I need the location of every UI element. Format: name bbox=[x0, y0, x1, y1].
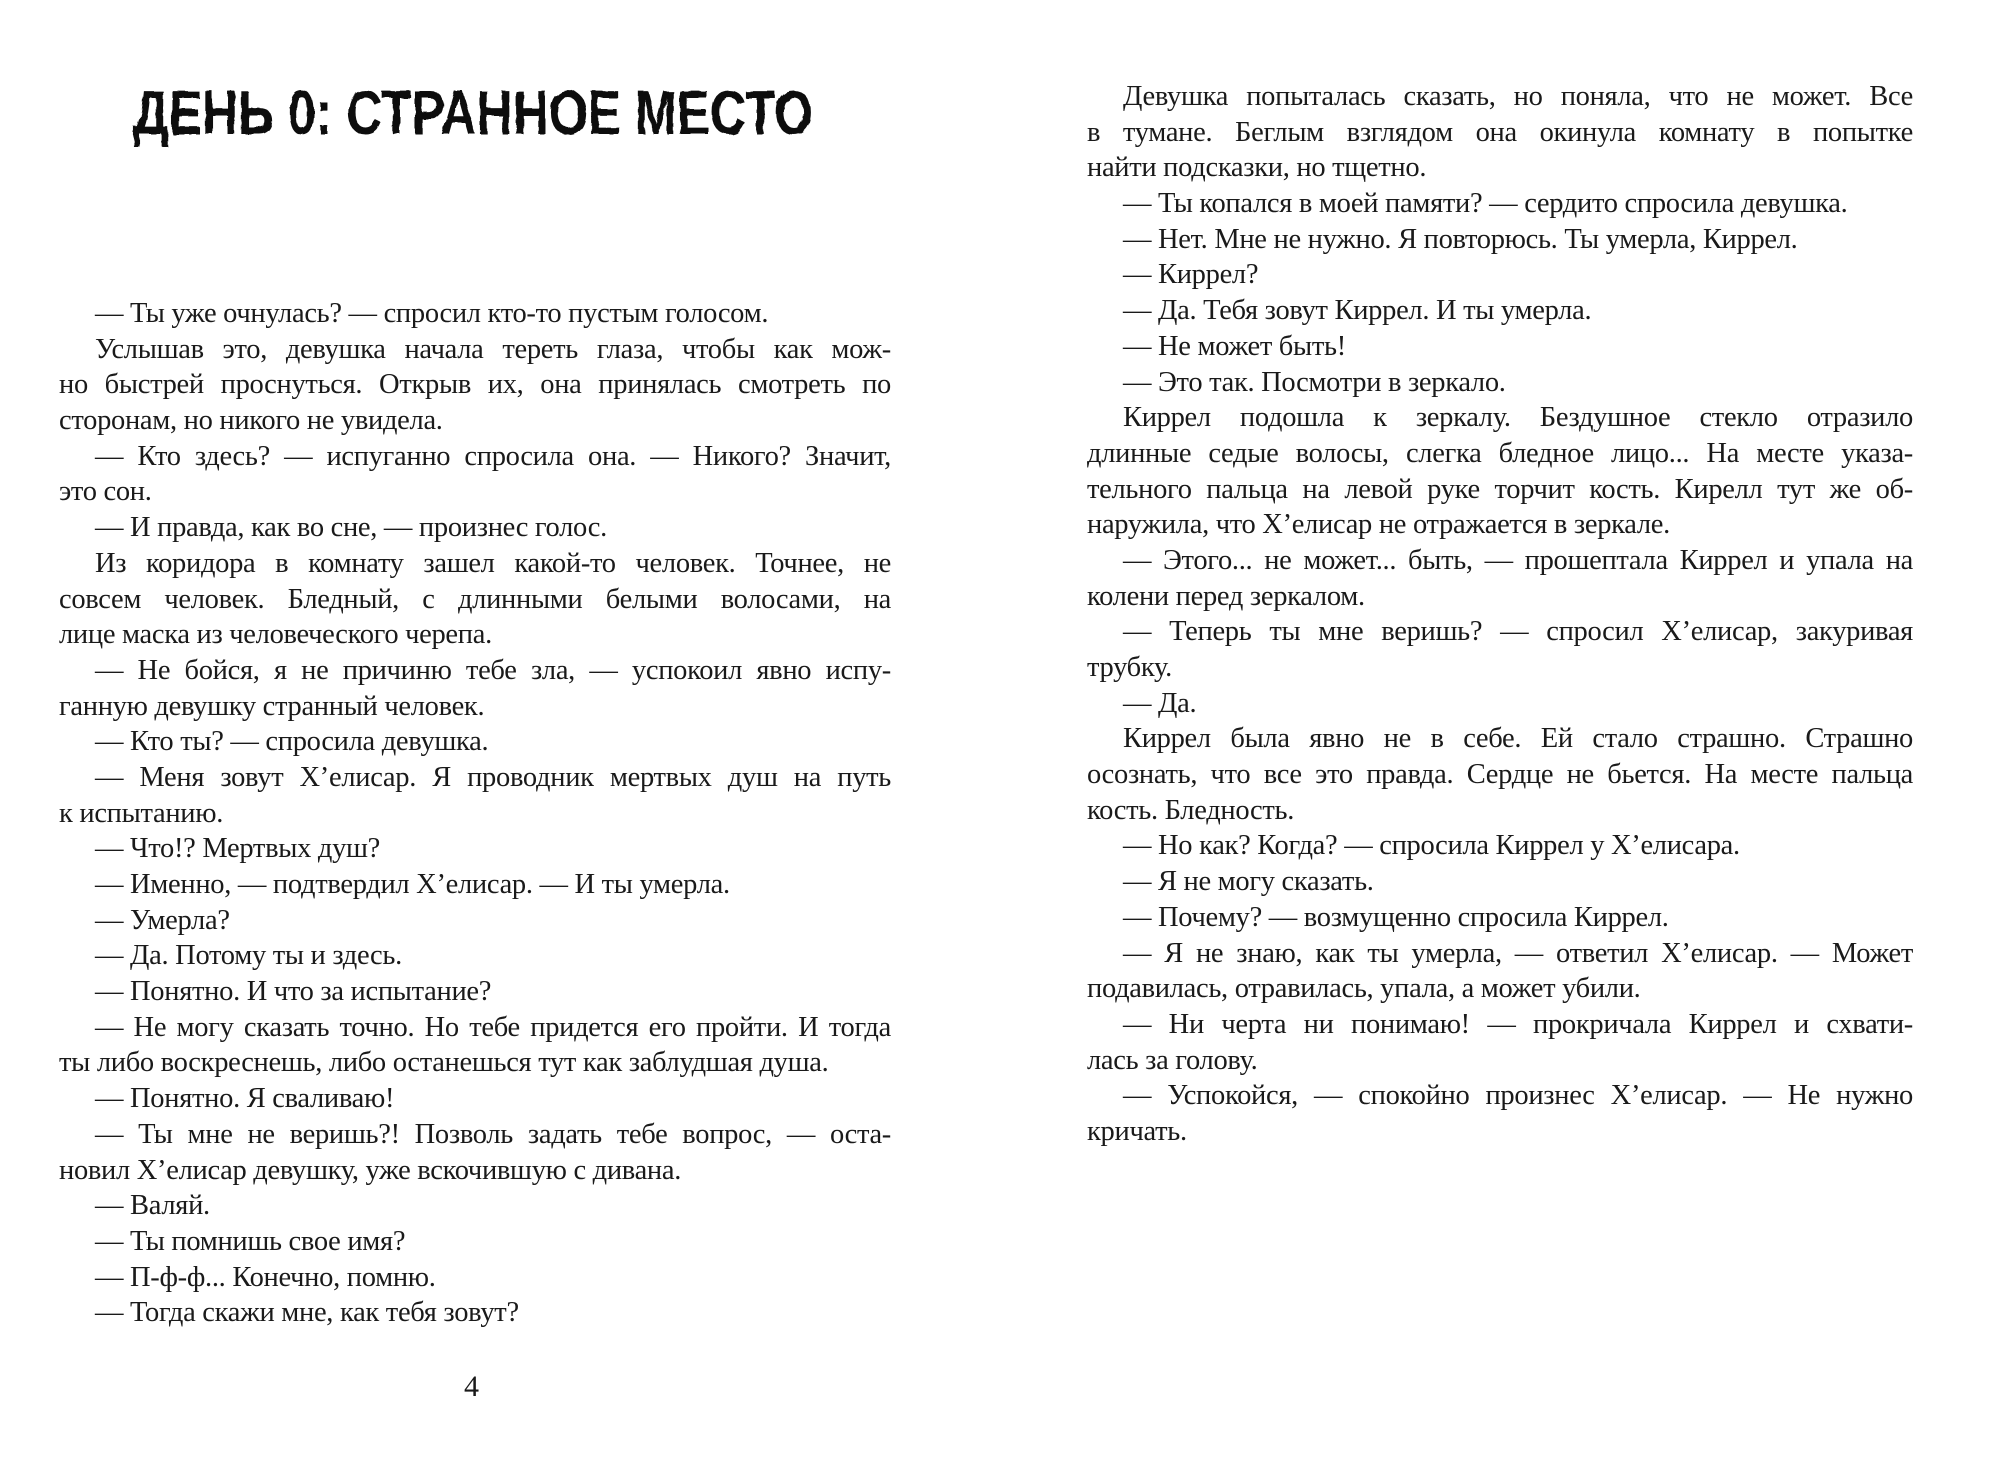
text-line: — И правда, как во сне, — произнес голос. bbox=[95, 512, 607, 544]
chapter-title bbox=[130, 70, 820, 150]
paragraph bbox=[1087, 686, 1913, 722]
text-line: — Да. Потому ты и здесь. bbox=[95, 940, 402, 972]
text-line: — Кто здесь? — испуганно спросила она. — Никого? Значит, bbox=[95, 440, 891, 472]
text-line: — Я не могу сказать. bbox=[1123, 866, 1374, 898]
text-line: — Теперь ты мне веришь? — спросил Х’елисар, закуривая bbox=[1123, 616, 1913, 648]
paragraph bbox=[1087, 900, 1913, 936]
text-line: осознать, что все это правда. Сердце не бьется. На месте пальца bbox=[1087, 759, 1913, 791]
text-line: совсем человек. Бледный, с длинными белыми волосами, на bbox=[59, 583, 891, 615]
paragraph bbox=[1087, 614, 1913, 685]
paragraph bbox=[1087, 1078, 1913, 1149]
text-line: новил Х’елисар девушку, уже вскочившую с дивана. bbox=[59, 1154, 682, 1186]
chapter-title-text: ДЕНЬ 0: СТРАННОЕ МЕСТО bbox=[133, 79, 813, 148]
text-line: — Ты помнишь свое имя? bbox=[95, 1225, 406, 1257]
text-line: — П-ф-ф... Конечно, помню. bbox=[95, 1261, 436, 1293]
text-line: — Валяй. bbox=[95, 1190, 210, 1222]
text-line: — Ни черта ни понимаю! — прокричала Киррел и схвати- bbox=[1123, 1008, 1913, 1040]
paragraph bbox=[59, 510, 891, 546]
paragraph bbox=[59, 1010, 891, 1081]
paragraph bbox=[1087, 543, 1913, 614]
paragraph bbox=[59, 653, 891, 724]
paragraph bbox=[59, 1117, 891, 1188]
paragraph bbox=[59, 332, 891, 439]
text-line: сторонам, но никого не увидела. bbox=[59, 405, 443, 437]
text-line: кость. Бледность. bbox=[1087, 794, 1295, 826]
text-line: — Понятно. Я сваливаю! bbox=[95, 1083, 395, 1115]
text-line: колени перед зеркалом. bbox=[1087, 580, 1365, 612]
text-line: — Да. bbox=[1123, 687, 1197, 719]
paragraph bbox=[59, 938, 891, 974]
text-line: — Нет. Мне не нужно. Я повторюсь. Ты умерла, Киррел. bbox=[1123, 223, 1798, 255]
paragraph bbox=[1087, 864, 1913, 900]
paragraph bbox=[59, 296, 891, 332]
text-line: — Именно, — подтвердил Х’елисар. — И ты умерла. bbox=[95, 869, 730, 900]
paragraph bbox=[59, 1295, 891, 1331]
text-line: — Не могу сказать точно. Но тебе придется его пройти. И тогда bbox=[95, 1011, 891, 1043]
page-number: 4 bbox=[464, 1370, 479, 1403]
paragraph bbox=[1087, 721, 1913, 828]
text-line: Девушка попыталась сказать, но поняла, что не может. Все bbox=[1123, 81, 1913, 112]
left-column-text bbox=[59, 296, 891, 1331]
text-line: ты либо воскреснешь, либо останешься тут как заблудшая душа. bbox=[59, 1047, 829, 1079]
paragraph bbox=[59, 974, 891, 1010]
text-line: — Почему? — возмущенно спросила Киррел. bbox=[1123, 901, 1669, 933]
text-line: — Что!? Мертвых душ? bbox=[95, 833, 381, 865]
text-line: Услышав это, девушка начала тереть глаза, чтобы как мож- bbox=[95, 333, 891, 365]
paragraph bbox=[59, 1224, 891, 1260]
text-line: это сон. bbox=[59, 476, 152, 508]
text-line: тельного пальца на левой руке торчит кость. Кирелл тут же об- bbox=[1087, 473, 1913, 505]
paragraph bbox=[59, 1188, 891, 1224]
text-line: — Успокойся, — спокойно произнес Х’елисар. — Не нужно bbox=[1123, 1080, 1913, 1112]
paragraph bbox=[1087, 186, 1913, 222]
text-line: — Это так. Посмотри в зеркало. bbox=[1123, 366, 1506, 398]
text-line: — Ты уже очнулась? — спросил кто-то пустым голосом. bbox=[95, 298, 769, 329]
text-line: — Не бойся, я не причиню тебе зла, — успокоил явно испу- bbox=[95, 654, 891, 686]
text-line: ганную девушку странный человек. bbox=[59, 690, 485, 722]
text-line: Киррел была явно не в себе. Ей стало страшно. Страшно bbox=[1123, 723, 1913, 755]
text-line: — Кто ты? — спросила девушка. bbox=[95, 726, 489, 758]
text-line: Киррел подошла к зеркалу. Бездушное стекло отразило bbox=[1123, 402, 1913, 434]
text-line: — Не может быть! bbox=[1123, 330, 1346, 362]
paragraph bbox=[1087, 329, 1913, 365]
text-line: к испытанию. bbox=[59, 797, 224, 829]
paragraph bbox=[59, 546, 891, 653]
text-line: подавилась, отравилась, упала, а может убили. bbox=[1087, 973, 1641, 1005]
text-line: — Но как? Когда? — спросила Киррел у Х’елисара. bbox=[1123, 830, 1740, 862]
paragraph bbox=[59, 867, 891, 903]
text-line: в тумане. Беглым взглядом она окинула комнату в попытке bbox=[1087, 116, 1913, 148]
paragraph bbox=[1087, 1007, 1913, 1078]
paragraph bbox=[1087, 365, 1913, 401]
text-line: — Я не знаю, как ты умерла, — ответил Х’елисар. — Может bbox=[1123, 937, 1913, 969]
text-line: наружила, что Х’елисар не отражается в зеркале. bbox=[1087, 509, 1670, 541]
text-line: — Тогда скажи мне, как тебя зовут? bbox=[95, 1297, 519, 1329]
text-line: — Ты копался в моей памяти? — сердито спросила девушка. bbox=[1123, 188, 1848, 220]
text-line: — Этого... не может... быть, — прошептала Киррел и упала на bbox=[1123, 544, 1913, 576]
paragraph bbox=[59, 831, 891, 867]
paragraph bbox=[59, 1081, 891, 1117]
text-line: трубку. bbox=[1087, 652, 1172, 683]
paragraph bbox=[1087, 936, 1913, 1007]
paragraph bbox=[59, 724, 891, 760]
text-line: найти подсказки, но тщетно. bbox=[1087, 152, 1427, 184]
paragraph bbox=[59, 760, 891, 831]
paragraph bbox=[1087, 400, 1913, 543]
text-line: но быстрей проснуться. Открыв их, она принялась смотреть по bbox=[59, 369, 891, 401]
text-line: — Да. Тебя зовут Киррел. И ты умерла. bbox=[1123, 295, 1592, 327]
text-line: — Киррел? bbox=[1123, 259, 1259, 291]
paragraph bbox=[1087, 293, 1913, 329]
text-line: лась за голову. bbox=[1087, 1044, 1258, 1076]
right-column-text bbox=[1087, 79, 1913, 1150]
paragraph bbox=[59, 1260, 891, 1296]
text-line: — Ты мне не веришь?! Позволь задать тебе вопрос, — оста- bbox=[95, 1118, 891, 1150]
paragraph bbox=[1087, 828, 1913, 864]
text-line: кричать. bbox=[1087, 1115, 1187, 1147]
paragraph bbox=[1087, 222, 1913, 258]
text-line: Из коридора в комнату зашел какой-то человек. Точнее, не bbox=[95, 547, 891, 579]
paragraph bbox=[1087, 257, 1913, 293]
text-line: — Понятно. И что за испытание? bbox=[95, 976, 492, 1008]
paragraph bbox=[1087, 79, 1913, 186]
text-line: — Меня зовут Х’елисар. Я проводник мертвых душ на путь bbox=[95, 761, 891, 793]
paragraph bbox=[59, 439, 891, 510]
paragraph bbox=[59, 903, 891, 939]
text-line: длинные седые волосы, слегка бледное лицо... На месте указа- bbox=[1087, 437, 1913, 469]
text-line: лице маска из человеческого черепа. bbox=[59, 619, 492, 651]
text-line: — Умерла? bbox=[95, 904, 230, 936]
